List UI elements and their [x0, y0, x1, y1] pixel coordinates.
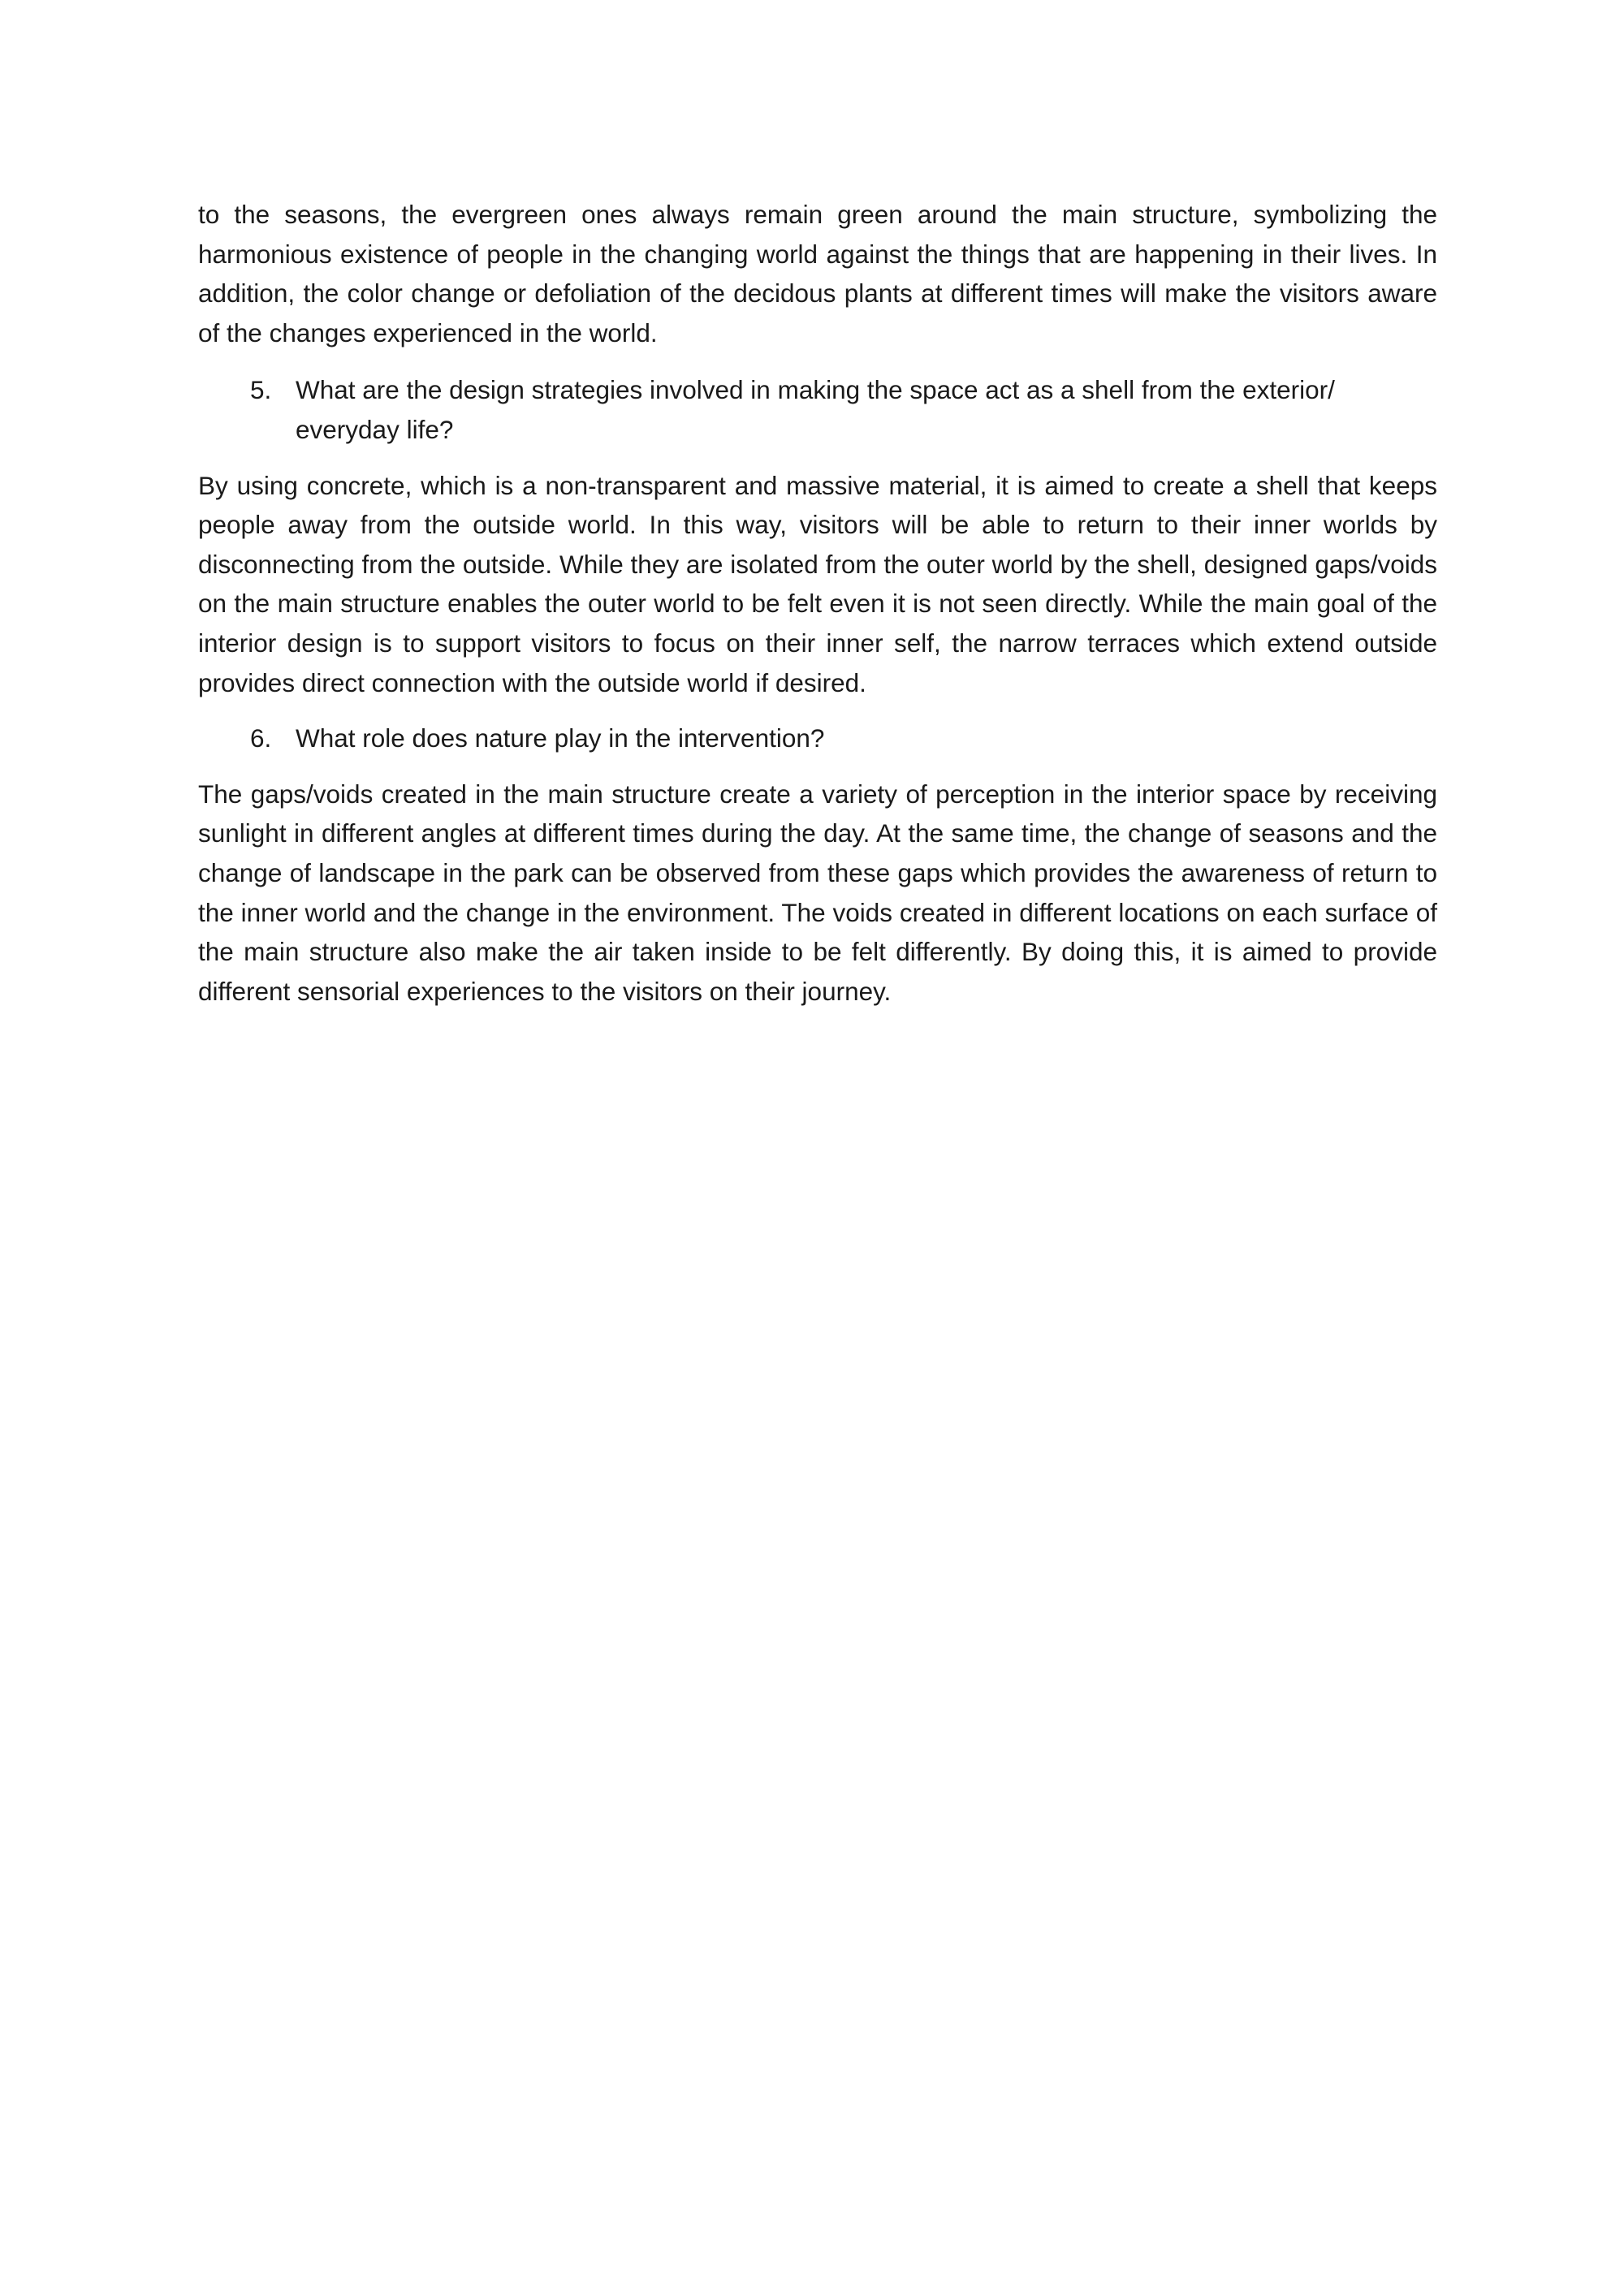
- page-body: [198, 195, 1437, 1011]
- question-6: [250, 719, 1437, 758]
- question-number: 6.: [250, 723, 272, 753]
- continuation-paragraph: to the seasons, the evergreen ones always remain green around the main structure, symbolizing the harmonious existence of people in the changing world against the things that are happening in their lives. In addition, the color change or defoliation of the decidous plants at different times will make the visitors aware of the changes experienced in the world.: [198, 200, 1437, 347]
- question-text: What are the design strategies involved in making the space act as a shell from the exterior/ everyday life?: [296, 375, 1335, 444]
- question-5: [250, 370, 1437, 449]
- question-number: 5.: [250, 375, 272, 405]
- question-text: What role does nature play in the intervention?: [296, 723, 825, 753]
- answer-5-paragraph: By using concrete, which is a non-transparent and massive material, it is aimed to create a shell that keeps people away from the outside world. In this way, visitors will be able to return to their inner worlds by disconnecting from the outside. While they are isolated from the outer world by the shell, designed gaps/voids on the main structure enables the outer world to be felt even it is not seen directly. While the main goal of the interior design is to support visitors to focus on their inner self, the narrow terraces which extend outside provides direct connection with the outside world if desired.: [198, 470, 1437, 697]
- answer-6-paragraph: The gaps/voids created in the main structure create a variety of perception in the interior space by receiving sunlight in different angles at different times during the day. At the same time, the change of seasons and the change of landscape in the park can be observed from these gaps which provides the awareness of return to the inner world and the change in the environment. The voids created in different locations on each surface of the main structure also make the air taken inside to be felt differently. By doing this, it is aimed to provide different sensorial experiences to the visitors on their journey.: [198, 779, 1437, 1006]
